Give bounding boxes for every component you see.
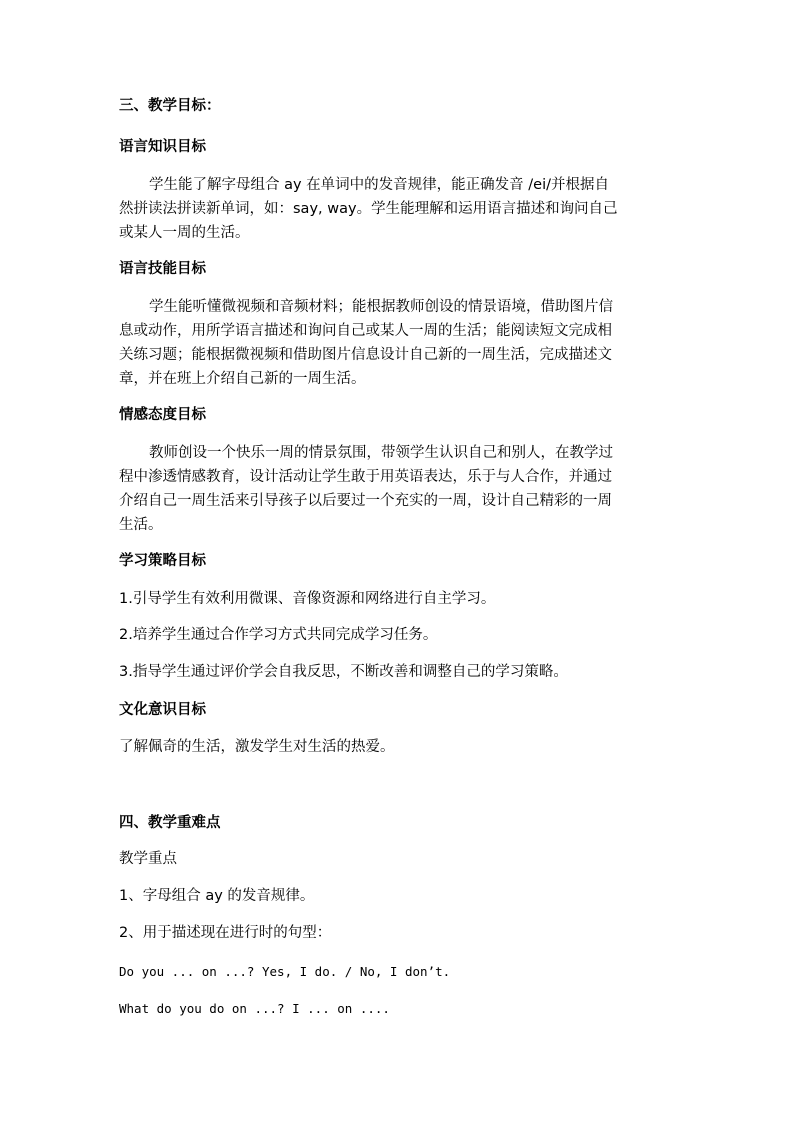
- sentence-pattern: Do you ... on ...? Yes, I do. / No, I don’t.: [119, 964, 451, 979]
- paragraph-line: 学生能听懂微视频和音频材料；能根据教师创设的情景语境，借助图片信: [149, 299, 613, 315]
- paragraph-line: 然拼读法拼读新单词，如：say, way。学生能理解和运用语言描述和询问自己: [119, 201, 618, 217]
- paragraph-line: 教师创设一个快乐一周的情景氛围，带领学生认识自己和别人，在教学过: [149, 445, 613, 461]
- list-item: 1.引导学生有效利用微课、音像资源和网络进行自主学习。: [119, 591, 496, 607]
- paragraph-line: 息或动作，用所学语言描述和询问自己或某人一周的生活；能阅读短文完成相: [119, 323, 612, 339]
- paragraph-line: 或某人一周的生活。: [119, 225, 250, 241]
- culture-text: 了解佩奇的生活，激发学生对生活的热爱。: [119, 739, 395, 755]
- list-item: 2.培养学生通过合作学习方式共同完成学习任务。: [119, 627, 438, 643]
- language-skill-title: 语言技能目标: [119, 261, 206, 277]
- list-item: 3.指导学生通过评价学会自我反思，不断改善和调整自己的学习策略。: [119, 664, 568, 680]
- list-item: 2、用于描述现在进行时的句型：: [119, 925, 332, 941]
- paragraph-line: 关练习题；能根据微视频和借助图片信息设计自己新的一周生活，完成描述文: [119, 347, 612, 363]
- paragraph-line: 生活。: [119, 517, 163, 533]
- paragraph-line: 程中渗透情感教育，设计活动让学生敢于用英语表达，乐于与人合作，并通过: [119, 469, 612, 485]
- language-knowledge-title: 语言知识目标: [119, 139, 206, 155]
- paragraph-line: 学生能了解字母组合 ay 在单词中的发音规律，能正确发音 /ei/并根据自: [149, 177, 610, 193]
- strategy-title: 学习策略目标: [119, 553, 206, 569]
- key-points-label: 教学重点: [119, 851, 177, 867]
- paragraph-line: 章，并在班上介绍自己新的一周生活。: [119, 371, 366, 387]
- paragraph-line: 介绍自己一周生活来引导孩子以后要过一个充实的一周，设计自己精彩的一周: [119, 493, 612, 509]
- section3-heading: 三、教学目标：: [119, 98, 221, 114]
- culture-title: 文化意识目标: [119, 702, 206, 718]
- sentence-pattern: What do you do on ...? I ... on ....: [119, 1001, 390, 1016]
- list-item: 1、字母组合 ay 的发音规律。: [119, 888, 315, 904]
- emotion-title: 情感态度目标: [119, 407, 206, 423]
- section4-heading: 四、教学重难点: [119, 815, 221, 831]
